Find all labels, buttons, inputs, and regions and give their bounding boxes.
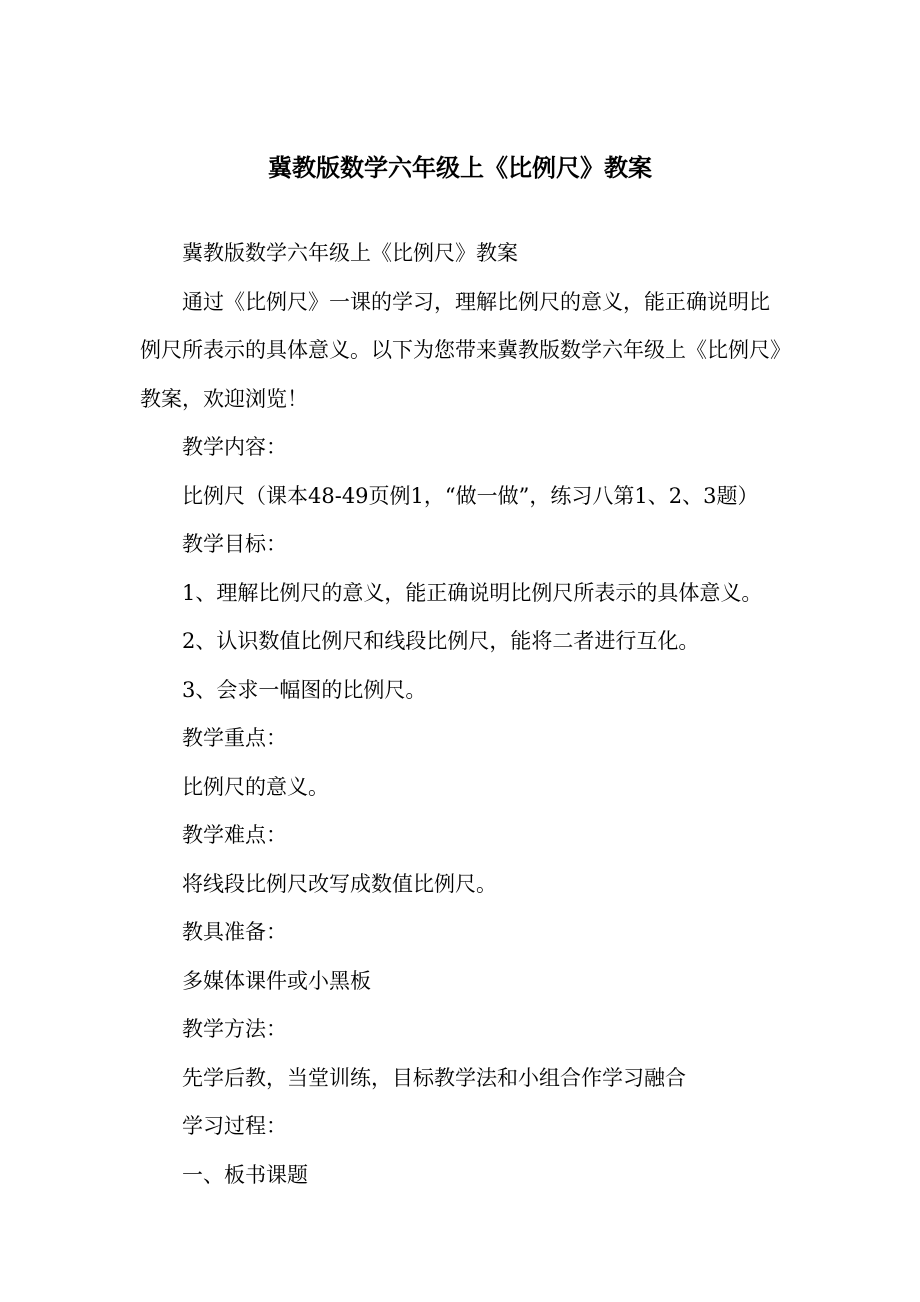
heading-teaching-methods: 教学方法： — [182, 1017, 287, 1041]
heading-teaching-goals: 教学目标： — [182, 532, 287, 556]
document-title: 冀教版数学六年级上《比例尺》教案 — [268, 154, 652, 182]
paragraph-step-1: 一、板书课题 — [182, 1162, 308, 1187]
heading-difficulties: 教学难点： — [182, 823, 287, 847]
goal-item-3: 3、会求一幅图的比例尺。 — [182, 677, 427, 702]
heading-teaching-aids: 教具准备： — [182, 920, 287, 944]
heading-teaching-content: 教学内容： — [182, 435, 287, 459]
goal-item-1: 1、理解比例尺的意义，能正确说明比例尺所表示的具体意义。 — [182, 580, 763, 605]
paragraph-teaching-aids: 多媒体课件或小黑板 — [182, 968, 371, 993]
document-body — [140, 229, 785, 1199]
heading-learning-process: 学习过程： — [182, 1114, 287, 1138]
paragraph-intro: 通过《比例尺》一课的学习，理解比例尺的意义，能正确说明比例尺所表示的具体意义。以下为您带来冀教版数学六年级上《比例尺》教案，欢迎浏览！ — [140, 289, 781, 411]
goal-item-2: 2、认识数值比例尺和线段比例尺，能将二者进行互化。 — [182, 629, 700, 653]
paragraph-difficulties: 将线段比例尺改写成数值比例尺。 — [182, 871, 497, 896]
paragraph-subtitle: 冀教版数学六年级上《比例尺》教案 — [182, 241, 518, 265]
paragraph-key-points: 比例尺的意义。 — [182, 774, 329, 799]
heading-key-points: 教学重点： — [182, 726, 287, 750]
paragraph-teaching-methods: 先学后教，当堂训练，目标教学法和小组合作学习融合 — [182, 1065, 686, 1090]
paragraph-teaching-content: 比例尺（课本48-49页例1，“做一做”，练习八第1、2、3题） — [182, 483, 759, 508]
